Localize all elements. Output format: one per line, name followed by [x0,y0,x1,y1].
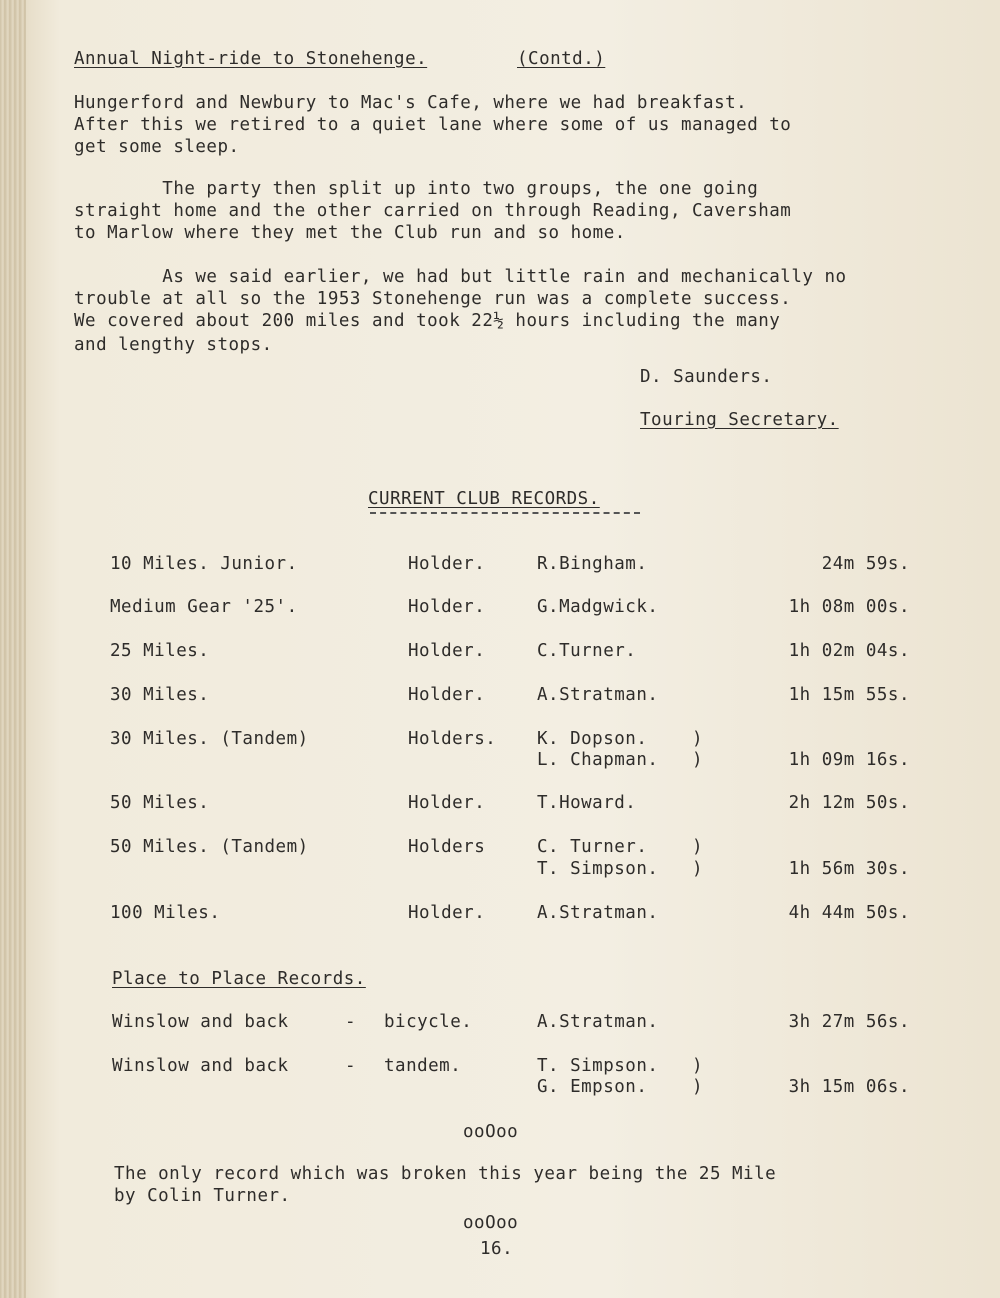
record-event: 50 Miles. [110,793,210,813]
record-event: 30 Miles. [110,685,210,705]
record-role: Holder. [408,597,486,617]
record-event: Medium Gear '25'. [110,597,298,617]
record-role: Holder. [408,641,486,661]
page-binding [0,0,26,1298]
separator: ooOoo [463,1213,519,1233]
record-holder: T. Simpson. [537,859,659,879]
para3-line1: As we said earlier, we had but little rain and mechanically no [74,267,847,287]
para1-line1: Hungerford and Newbury to Mac's Cafe, where we had breakfast. [74,93,748,113]
record-holder: K. Dopson. [537,729,648,749]
record-event: 50 Miles. (Tandem) [110,837,309,857]
para3-line2: trouble at all so the 1953 Stonehenge run was a complete success. [74,289,792,309]
record-holder: C.Turner. [537,641,637,661]
record-holder: C. Turner. [537,837,648,857]
para2-line2: straight home and the other carried on through Reading, Caversham [74,201,792,221]
place-record-holder: A.Stratman. [537,1012,659,1032]
record-time: 1h 56m 30s. [788,859,910,879]
place-record-sep: - [345,1012,357,1032]
section-heading: Annual Night-ride to Stonehenge. [74,49,428,69]
record-time: 1h 02m 04s. [788,641,910,661]
record-event: 25 Miles. [110,641,210,661]
record-role: Holder. [408,685,486,705]
page-number: 16. [480,1239,514,1259]
place-records-title: Place to Place Records. [112,969,366,989]
signature-name: D. Saunders. [640,367,773,387]
record-role: Holder. [408,554,486,574]
record-role: Holder. [408,793,486,813]
record-role: Holders [408,837,486,857]
place-record-holder: T. Simpson. [537,1056,659,1076]
place-record-sep: - [345,1056,357,1076]
record-event: 30 Miles. (Tandem) [110,729,309,749]
para2-line1: The party then split up into two groups, the one going [74,179,759,199]
closing-line1: The only record which was broken this year being the 25 Mile [114,1164,777,1184]
record-role: Holder. [408,903,486,923]
record-event: 100 Miles. [110,903,221,923]
record-holder: L. Chapman. [537,750,659,770]
bracket: ) [692,750,704,770]
para3-line4: and lengthy stops. [74,335,273,355]
bracket: ) [692,1056,704,1076]
place-record-time: 3h 27m 56s. [788,1012,910,1032]
record-time: 2h 12m 50s. [788,793,910,813]
place-record-holder: G. Empson. [537,1077,648,1097]
records-title-dashes [370,512,640,514]
para1-line2: After this we retired to a quiet lane where some of us managed to [74,115,792,135]
record-time: 24m 59s. [821,554,910,574]
heading-contd: (Contd.) [517,49,606,69]
record-role: Holders. [408,729,497,749]
record-holder: G.Madgwick. [537,597,659,617]
record-holder: A.Stratman. [537,903,659,923]
record-event: 10 Miles. Junior. [110,554,298,574]
record-holder: A.Stratman. [537,685,659,705]
place-record-type: tandem. [384,1056,462,1076]
separator: ooOoo [463,1122,519,1142]
record-time: 1h 08m 00s. [788,597,910,617]
signature-title: Touring Secretary. [640,410,839,430]
para2-line3: to Marlow where they met the Club run and so home. [74,223,626,243]
place-record-event: Winslow and back [112,1012,289,1032]
bracket: ) [692,1077,704,1097]
records-title: CURRENT CLUB RECORDS. [368,489,600,509]
para3-line3: We covered about 200 miles and took 22½ hours including the many [74,311,781,331]
record-holder: T.Howard. [537,793,637,813]
bracket: ) [692,837,704,857]
record-time: 1h 15m 55s. [788,685,910,705]
bracket: ) [692,729,704,749]
record-time: 4h 44m 50s. [788,903,910,923]
para1-line3: get some sleep. [74,137,240,157]
place-record-type: bicycle. [384,1012,473,1032]
place-record-event: Winslow and back [112,1056,289,1076]
place-record-time: 3h 15m 06s. [788,1077,910,1097]
record-time: 1h 09m 16s. [788,750,910,770]
bracket: ) [692,859,704,879]
closing-line2: by Colin Turner. [114,1186,291,1206]
record-holder: R.Bingham. [537,554,648,574]
